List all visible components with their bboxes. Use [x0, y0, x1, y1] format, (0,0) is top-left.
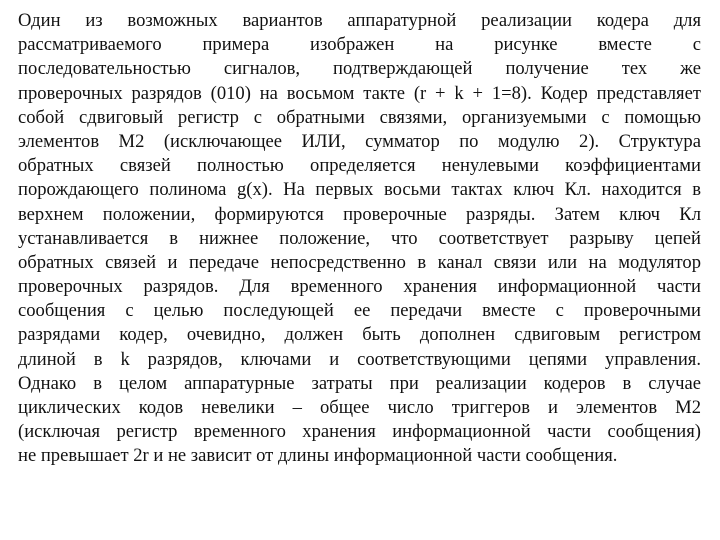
paragraph-line: Однако в целом аппаратурные затраты при реализации кодеров в случае: [18, 372, 701, 394]
paragraph-line: порождающего полинома g(x). На первых восьми тактах ключ Кл. находится в: [18, 179, 701, 201]
paragraph-line: проверочных разрядов (010) на восьмом такте (r + k + 1=8). Кодер представляет: [18, 82, 701, 104]
paragraph-line: разрядами кодер, очевидно, должен быть дополнен сдвиговым регистром: [18, 324, 701, 346]
paragraph-line: (исключая регистр временного хранения информационной части сообщения): [18, 421, 701, 443]
paragraph-line: обратных связей полностью определяется ненулевыми коэффициентами: [18, 155, 701, 177]
paragraph-line: устанавливается в нижнее положение, что соответствует разрыву цепей: [18, 227, 701, 249]
paragraph-line: элементов М2 (исключающее ИЛИ, сумматор по модулю 2). Структура: [18, 130, 701, 152]
paragraph-line: собой сдвиговый регистр с обратными связями, организуемыми с помощью: [18, 106, 701, 128]
paragraph-line: обратных связей и передаче непосредственно в канал связи или на модулятор: [18, 251, 701, 273]
paragraph-line: последовательностью сигналов, подтверждающей получение тех же: [18, 58, 701, 80]
paragraph-line: Один из возможных вариантов аппаратурной реализации кодера для: [18, 10, 701, 31]
paragraph-line: верхнем положении, формируются проверочные разряды. Затем ключ Кл: [18, 203, 701, 225]
paragraph-line: циклических кодов невелики – общее число триггеров и элементов М2: [18, 397, 701, 418]
paragraph-line: длиной в k разрядов, ключами и соответствующими цепями управления.: [18, 348, 701, 370]
document-page: [18, 9, 701, 469]
paragraph-line: проверочных разрядов. Для временного хранения информационной части: [18, 276, 701, 298]
paragraph-line: рассматриваемого примера изображен на рисунке вместе с: [18, 34, 701, 56]
paragraph-line: сообщения с целью последующей ее передачи вместе с проверочными: [18, 300, 701, 322]
body-paragraph: [18, 9, 701, 469]
paragraph-line: не превышает 2r и не зависит от длины информационной части сообщения.: [18, 445, 618, 467]
